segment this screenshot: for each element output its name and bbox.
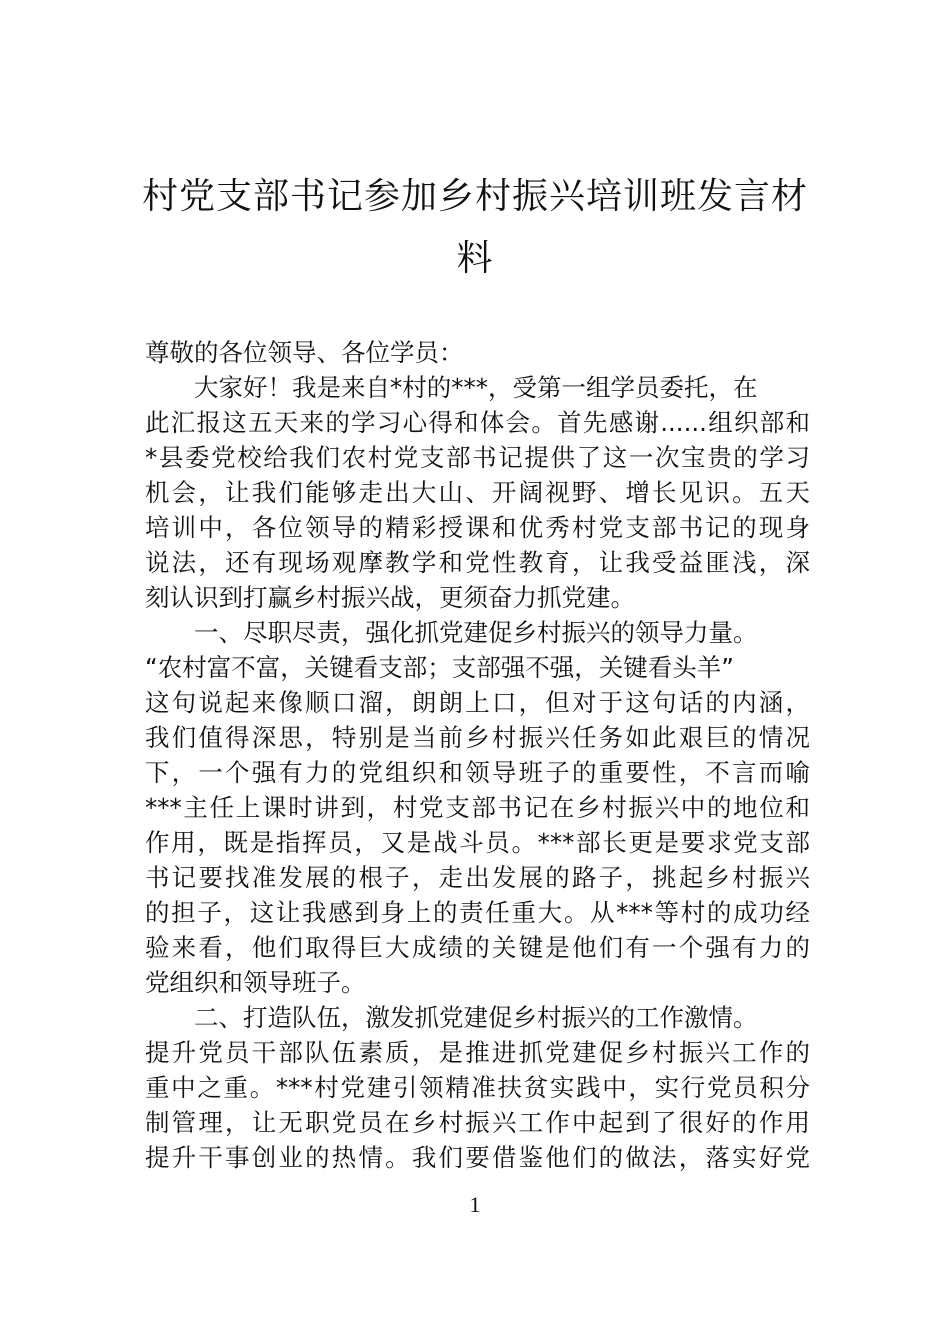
paragraph-line: 提升党员干部队伍素质，是推进抓党建促乡村振兴工作的 (145, 1038, 810, 1067)
title-line: 料 (456, 238, 494, 279)
paragraph-line: 党组织和领导班子。 (145, 968, 366, 997)
paragraph-line: 我们值得深思，特别是当前乡村振兴任务如此艰巨的情况 (145, 723, 810, 752)
paragraph-line: 提升干事创业的热情。我们要借鉴他们的做法，落实好党 (145, 1143, 810, 1172)
paragraph-line: 刻认识到打赢乡村振兴战，更须奋力抓党建。 (145, 583, 635, 612)
document-title (120, 166, 830, 290)
paragraph-line: “农村富不富，关键看支部；支部强不强，关键看头羊” (145, 653, 734, 682)
document-body (145, 335, 810, 1175)
section-heading: 二、打造队伍，激发抓党建促乡村振兴的工作激情。 (194, 1003, 758, 1032)
section-heading: 一、尽职尽责，强化抓党建促乡村振兴的领导力量。 (194, 618, 758, 647)
paragraph-line: 这句说起来像顺口溜，朗朗上口，但对于这句话的内涵， (145, 688, 810, 717)
paragraph-line: 重中之重。***村党建引领精准扶贫实践中，实行党员积分 (145, 1073, 810, 1102)
paragraph-line: ***主任上课时讲到，村党支部书记在乡村振兴中的地位和 (145, 793, 810, 822)
paragraph-line: *县委党校给我们农村党支部书记提供了这一次宝贵的学习 (145, 443, 810, 472)
paragraph-line: 作用，既是指挥员，又是战斗员。***部长更是要求党支部 (145, 828, 810, 857)
title-line: 村党支部书记参加乡村振兴培训班发言材 (141, 176, 808, 217)
greeting: 尊敬的各位领导、各位学员： (145, 338, 464, 367)
paragraph-line: 说法，还有现场观摩教学和党性教育，让我受益匪浅，深 (145, 548, 810, 577)
page-number: 1 (469, 1192, 481, 1217)
paragraph-line: 此汇报这五天来的学习心得和体会。首先感谢......组织部和 (145, 408, 810, 437)
paragraph-line: 书记要找准发展的根子，走出发展的路子，挑起乡村振兴 (145, 863, 810, 892)
paragraph-line: 的担子，这让我感到身上的责任重大。从***等村的成功经 (145, 898, 810, 927)
paragraph-line: 下，一个强有力的党组织和领导班子的重要性，不言而喻 (145, 758, 810, 787)
paragraph-line: 培训中，各位领导的精彩授课和优秀村党支部书记的现身 (145, 513, 810, 542)
paragraph-line: 机会，让我们能够走出大山、开阔视野、增长见识。五天 (145, 478, 810, 507)
paragraph-line: 验来看，他们取得巨大成绩的关键是他们有一个强有力的 (145, 933, 810, 962)
paragraph-line: 制管理，让无职党员在乡村振兴工作中起到了很好的作用 (145, 1108, 810, 1137)
paragraph-line: 大家好！我是来自*村的***，受第一组学员委托，在 (194, 373, 758, 402)
